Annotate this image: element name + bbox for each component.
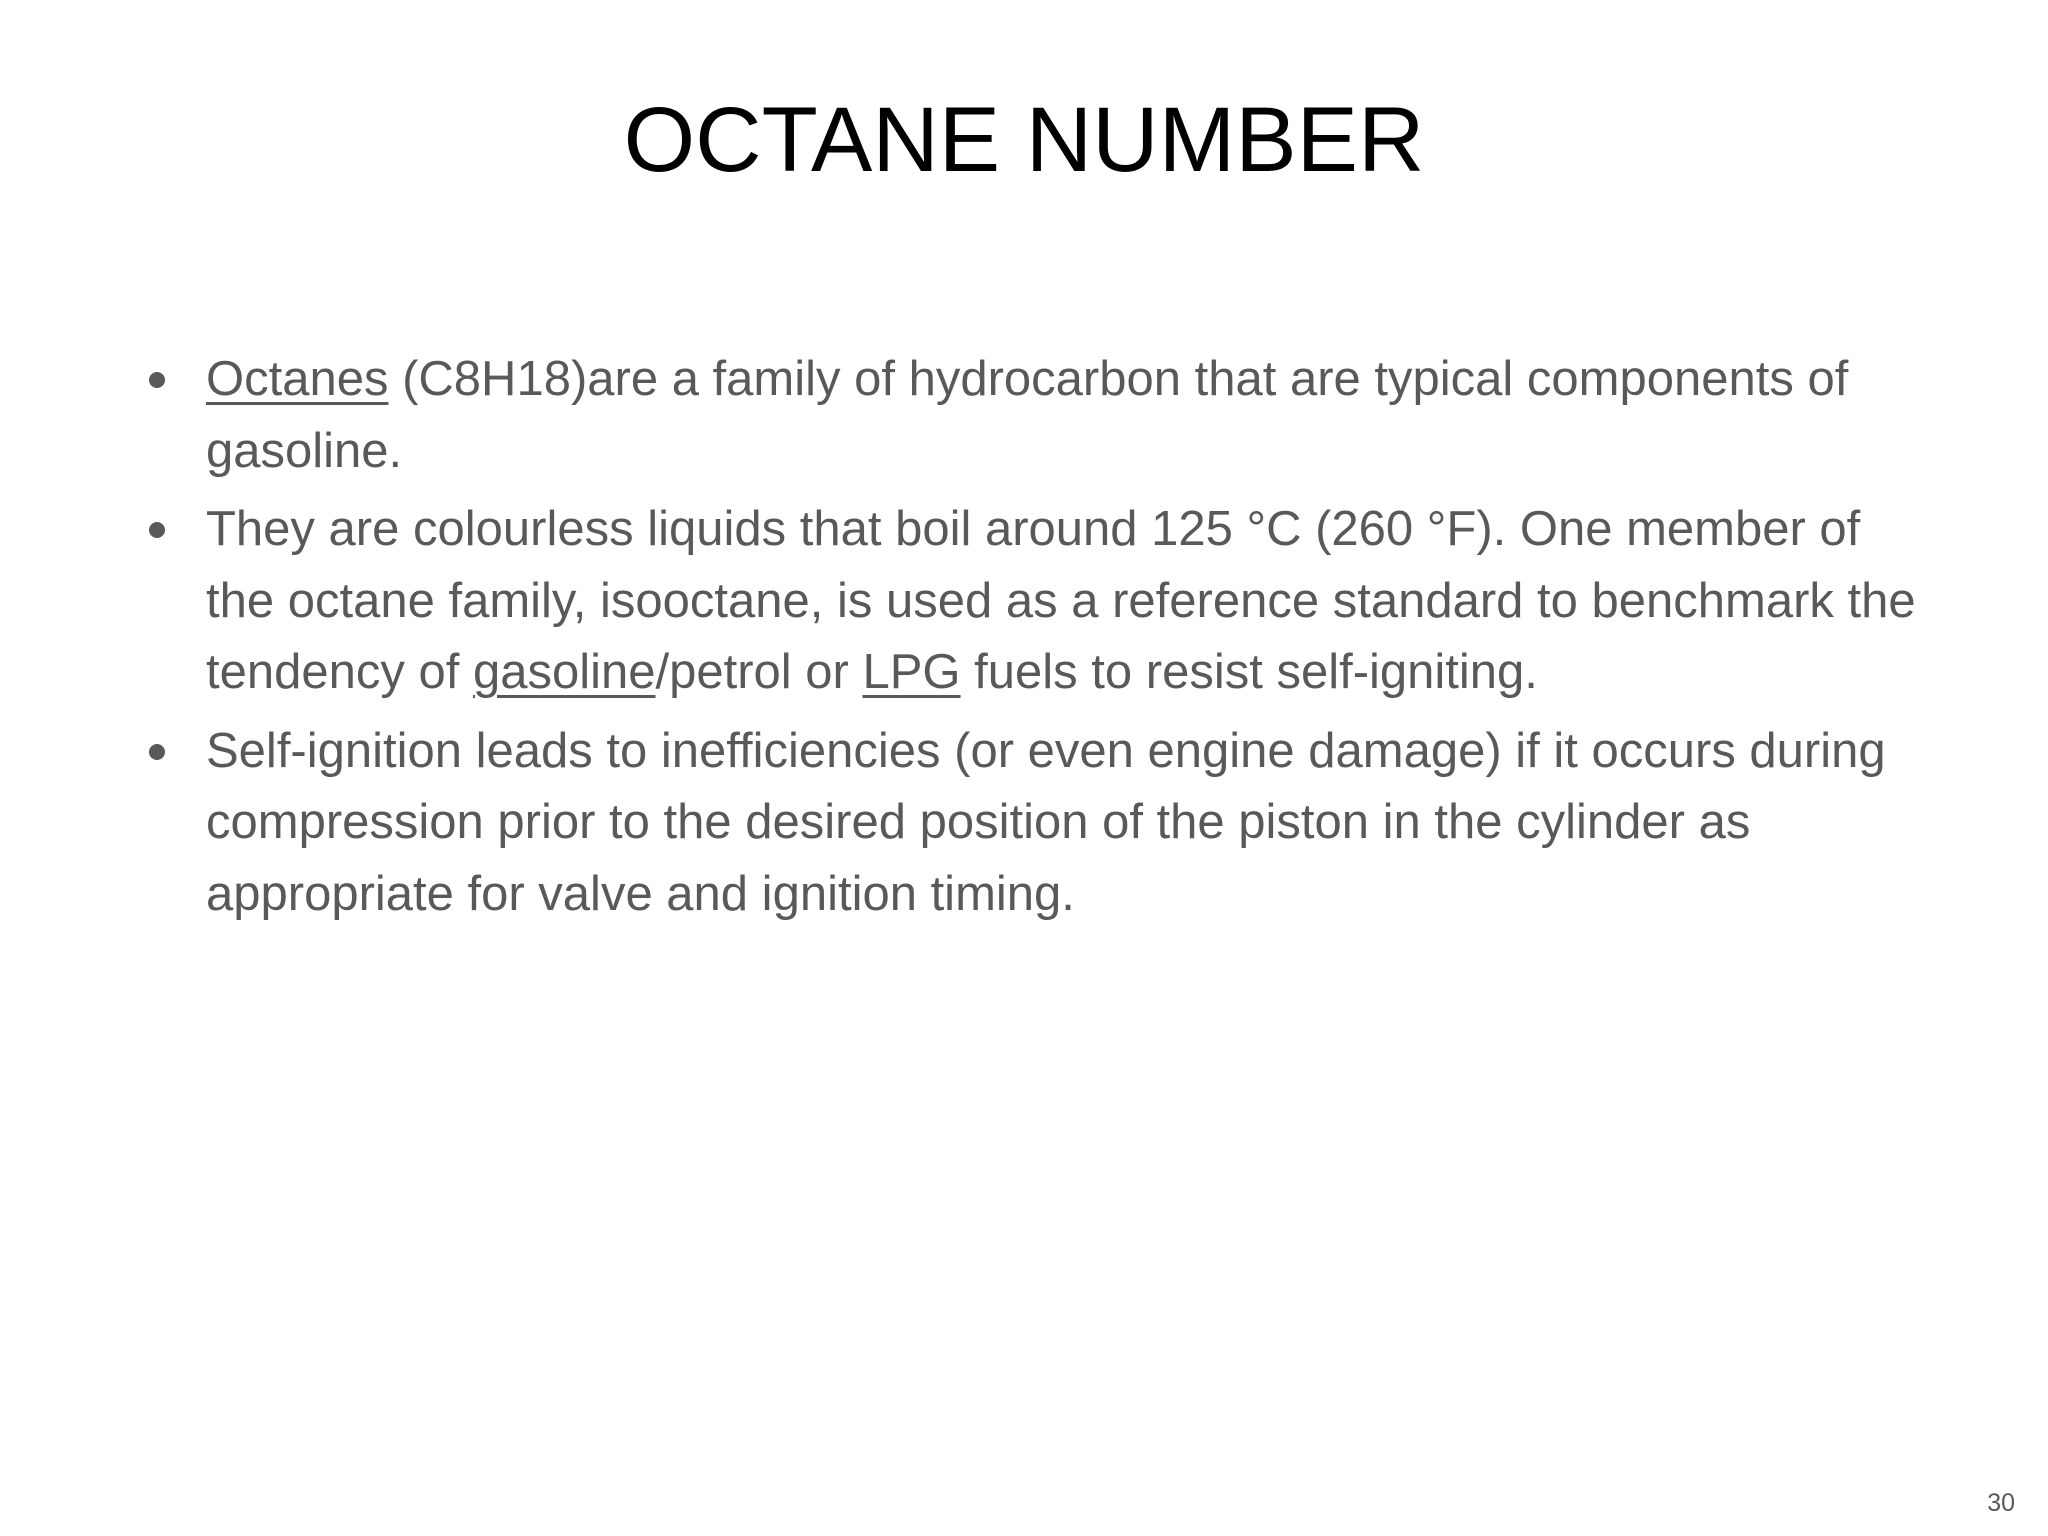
octanes-link[interactable]: Octanes	[206, 352, 389, 406]
bullet-text: fuels to resist self-igniting.	[960, 645, 1538, 699]
bullet-icon	[149, 744, 165, 760]
bullet-text: /petrol or	[655, 645, 863, 699]
gasoline-link[interactable]: gasoline	[472, 645, 656, 699]
bullet-item-octanes	[139, 344, 1939, 487]
bullet-item-properties	[139, 494, 1939, 709]
bullet-icon	[149, 372, 165, 388]
lpg-link[interactable]: LPG	[862, 645, 961, 699]
bullet-list	[139, 344, 1939, 937]
bullet-text: (C8H18)are a family of hydrocarbon that are typical components of gasoline.	[206, 352, 1849, 478]
page-number: 30	[1987, 1489, 2015, 1517]
bullet-item-self-ignition	[139, 716, 1939, 931]
bullet-text: They are colourless liquids that boil around 125 °C (260 °F). One member of the octane family, isooctane, is used as a reference standard to benchmark the tendency of	[206, 502, 1916, 699]
bullet-icon	[149, 522, 165, 538]
slide-title: OCTANE NUMBER	[623, 89, 1425, 191]
bullet-text: Self-ignition leads to inefficiencies (or even engine damage) if it occurs during compression prior to the desired position of the piston in the cylinder as appropriate for valve and ignition timing.	[206, 723, 1886, 921]
